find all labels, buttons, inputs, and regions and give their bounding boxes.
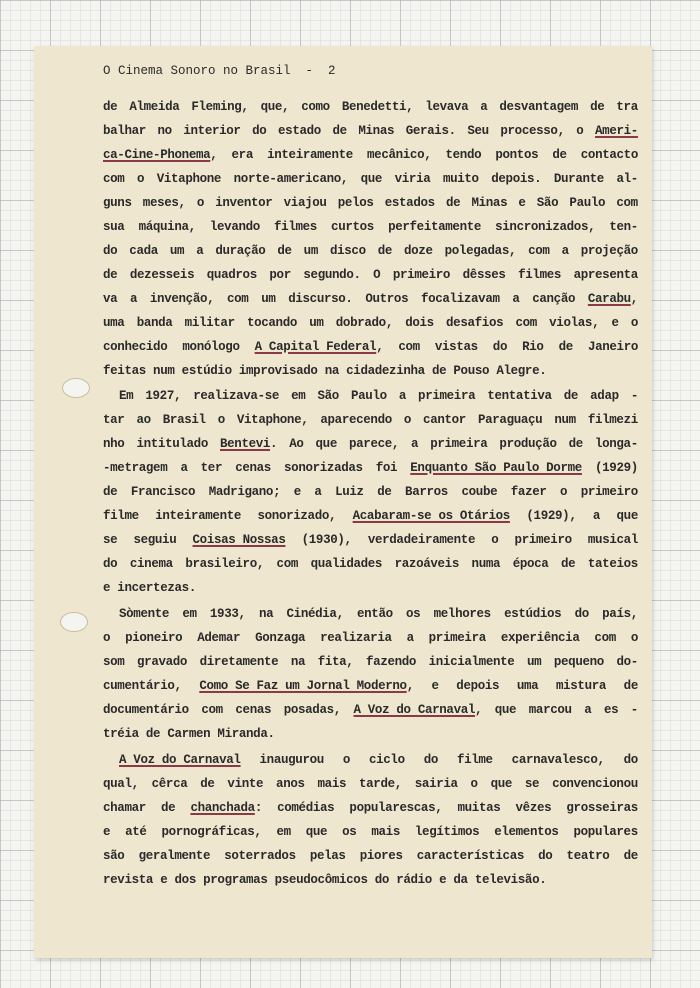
text-line: tar ao Brasil o Vitaphone, aparecendo o cantor Paraguaçu num filmezi	[103, 413, 638, 427]
text-line: são geralmente soterrados pelas piores características do teatro de	[103, 849, 638, 863]
text-line: de Francisco Madrigano; e a Luiz de Barros coube fazer o primeiro	[103, 485, 638, 499]
punch-hole	[62, 378, 90, 398]
text-line: tréia de Carmen Miranda.	[103, 727, 275, 741]
text-line: e até pornográficas, em que os mais legítimos elementos populares	[103, 825, 638, 839]
text-line: Sòmente em 1933, na Cinédia, então os melhores estúdios do país,	[119, 607, 638, 621]
text-line: documentário com cenas posadas, A Voz do Carnaval, que marcou a es -	[103, 703, 638, 717]
text-line: com o Vitaphone norte-americano, que viria muito depois. Durante al-	[103, 172, 638, 186]
typewritten-page	[34, 46, 652, 958]
text-line: chamar de chanchada: comédias popularescas, muitas vêzes grosseiras	[103, 801, 638, 815]
text-line: feitas num estúdio improvisado na cidadezinha de Pouso Alegre.	[103, 364, 547, 378]
text-line: conhecido monólogo A Capital Federal, com vistas do Rio de Janeiro	[103, 340, 638, 354]
text-line: do cada um a duração de um disco de doze polegadas, com a projeção	[103, 244, 638, 258]
text-line: sua máquina, levando filmes curtos perfeitamente sincronizados, ten-	[103, 220, 638, 234]
text-line: uma banda militar tocando um dobrado, dois desafios com violas, e o	[103, 316, 638, 330]
text-line: Em 1927, realizava-se em São Paulo a primeira tentativa de adap -	[119, 389, 638, 403]
text-line: do cinema brasileiro, com qualidades razoáveis numa época de tateios	[103, 557, 638, 571]
text-line: ca-Cine-Phonema, era inteiramente mecânico, tendo pontos de contacto	[103, 148, 638, 162]
text-line: de dezesseis quadros por segundo. O primeiro dêsses filmes apresenta	[103, 268, 638, 282]
text-line: A Voz do Carnaval inaugurou o ciclo do filme carnavalesco, do	[119, 753, 638, 767]
text-line: de Almeida Fleming, que, como Benedetti, levava a desvantagem de tra	[103, 100, 638, 114]
text-line: se seguiu Coisas Nossas (1930), verdadeiramente o primeiro musical	[103, 533, 638, 547]
text-line: e incertezas.	[103, 581, 196, 595]
text-line: o pioneiro Ademar Gonzaga realizaria a primeira experiência com o	[103, 631, 638, 645]
text-line: qual, cêrca de vinte anos mais tarde, sairia o que se convencionou	[103, 777, 638, 791]
text-line: guns meses, o inventor viajou pelos estados de Minas e São Paulo com	[103, 196, 638, 210]
page-header: O Cinema Sonoro no Brasil - 2	[103, 64, 336, 78]
punch-hole	[60, 612, 88, 632]
text-line: -metragem a ter cenas sonorizadas foi Enquanto São Paulo Dorme (1929)	[103, 461, 638, 475]
text-line: nho intitulado Bentevi. Ao que parece, a primeira produção de longa-	[103, 437, 638, 451]
text-line: som gravado diretamente na fita, fazendo inicialmente um pequeno do-	[103, 655, 638, 669]
text-line: va a invenção, com um discurso. Outros focalizavam a canção Carabu,	[103, 292, 638, 306]
text-line: balhar no interior do estado de Minas Gerais. Seu processo, o Ameri-	[103, 124, 638, 138]
text-line: cumentário, Como Se Faz um Jornal Moderno, e depois uma mistura de	[103, 679, 638, 693]
text-line: filme inteiramente sonorizado, Acabaram-se os Otários (1929), a que	[103, 509, 638, 523]
text-line: revista e dos programas pseudocômicos do rádio e da televisão.	[103, 873, 547, 887]
